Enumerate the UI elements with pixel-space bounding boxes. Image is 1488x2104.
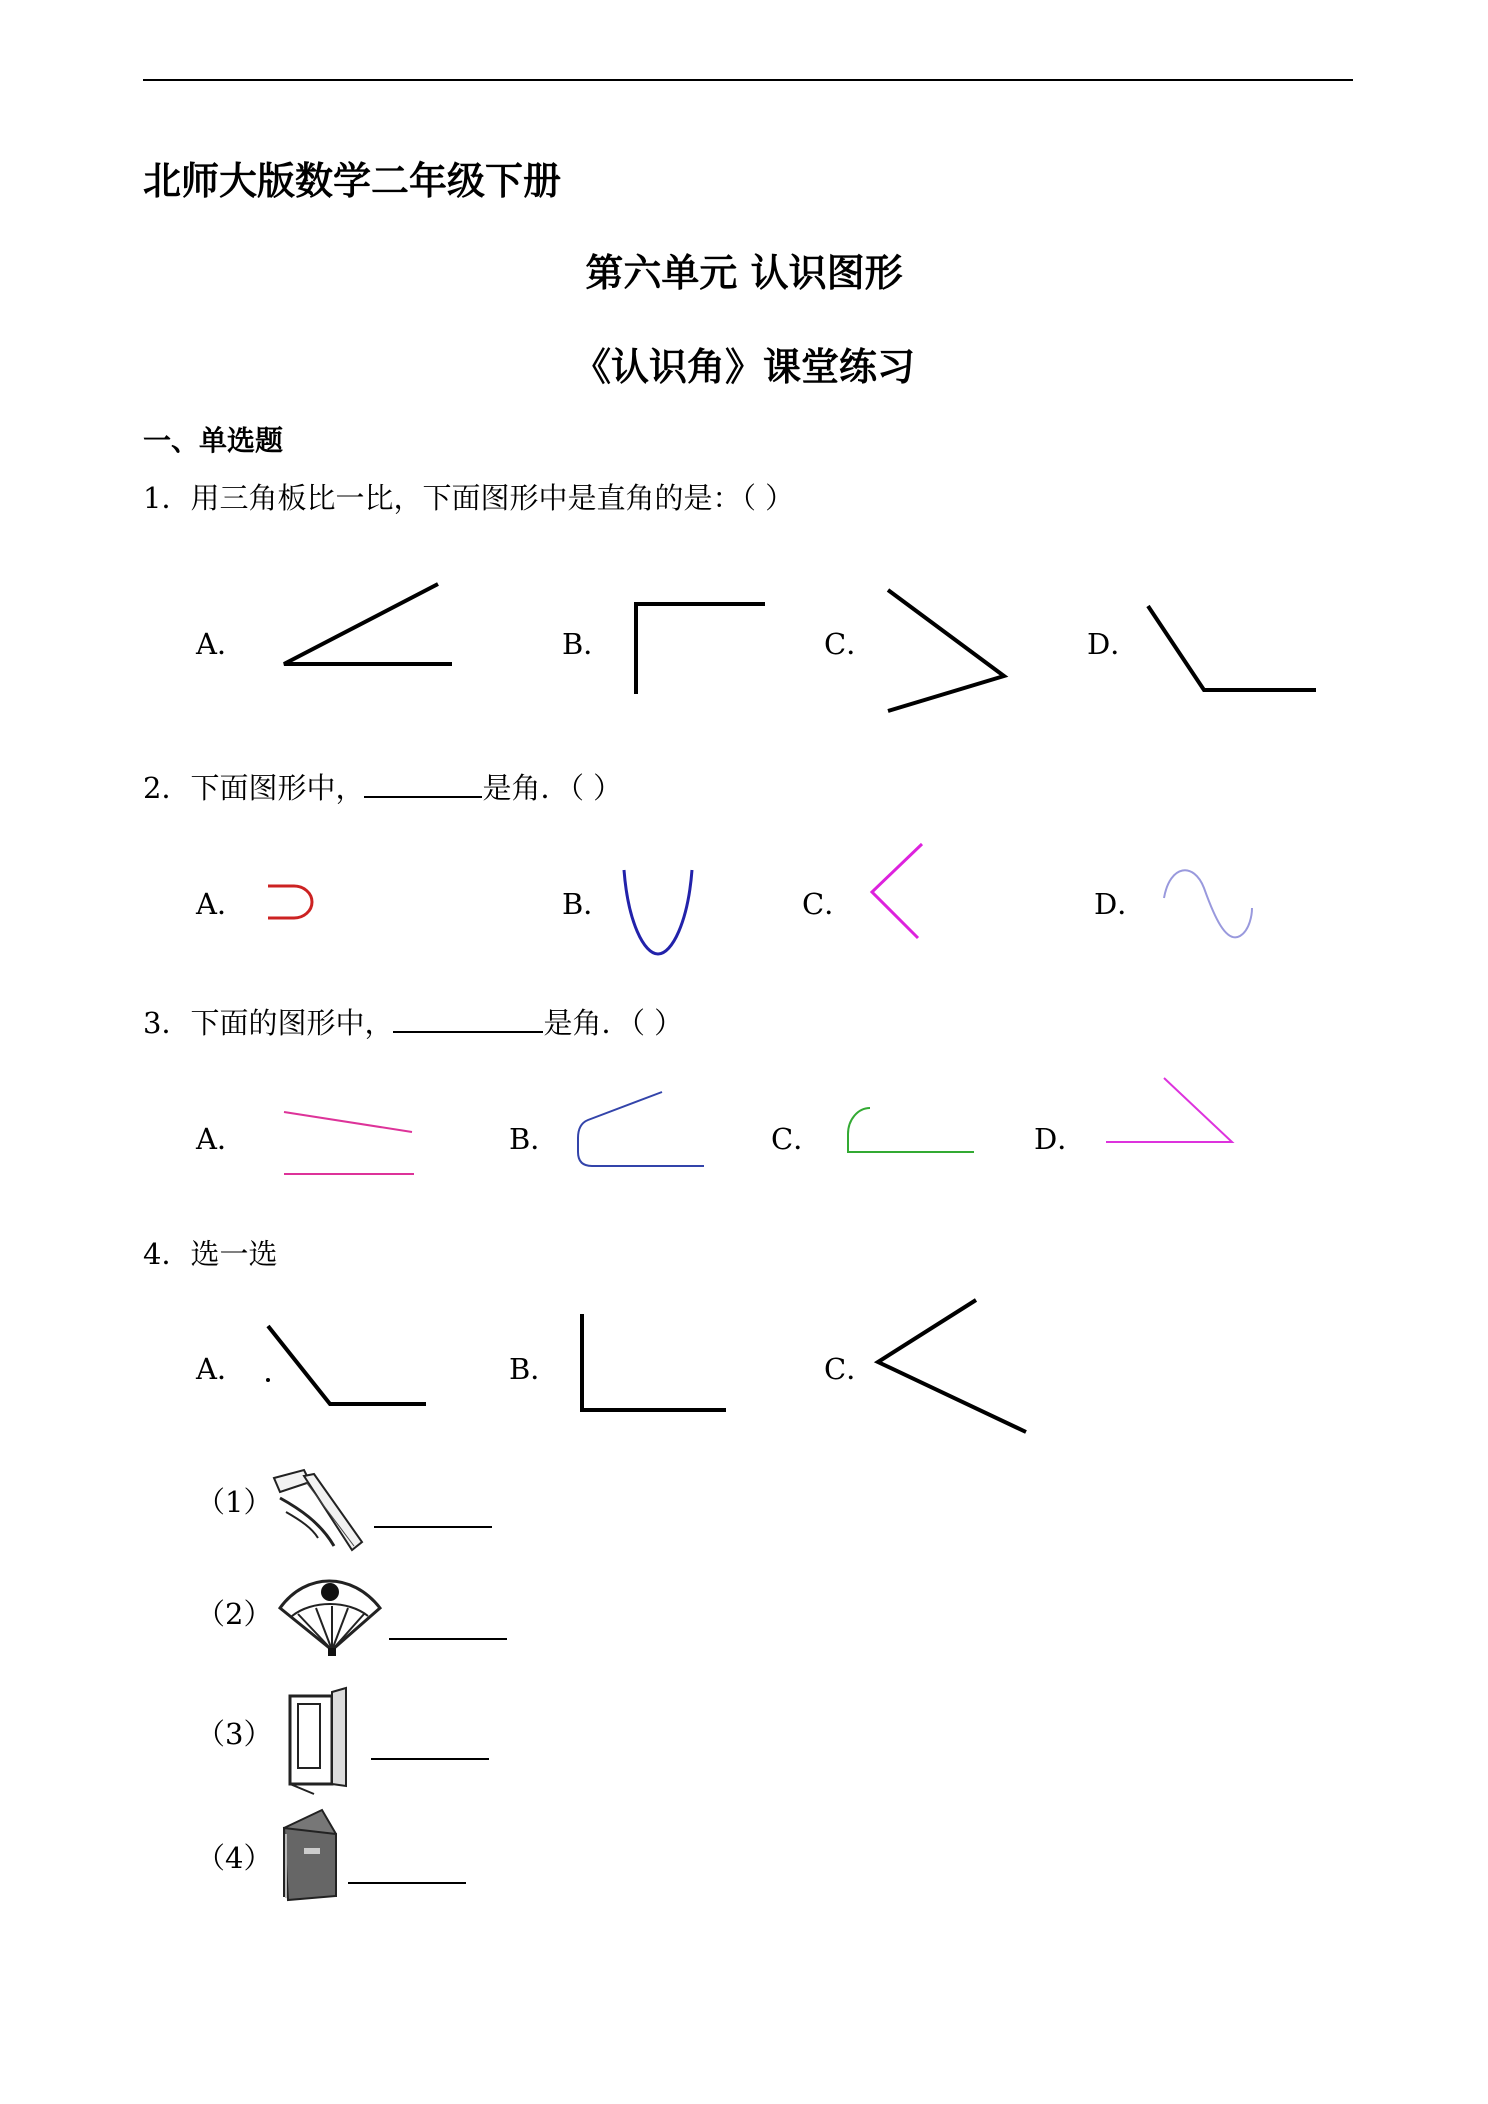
- q3-option-c-label[interactable]: C．: [771, 1122, 823, 1156]
- q3-two-segments-figure: [280, 1100, 420, 1190]
- q2-lilac-wave-figure: [1160, 858, 1260, 948]
- q4-option-a-label[interactable]: A．: [196, 1352, 246, 1386]
- q3-option-a-label[interactable]: A．: [196, 1122, 246, 1156]
- q2-pink-angle-figure: [862, 838, 942, 948]
- q3-stem-end: 是角．（ ）: [543, 1006, 684, 1040]
- q1-option-d-label[interactable]: D．: [1087, 627, 1140, 661]
- q3-pink-angle-figure: [1102, 1070, 1242, 1170]
- document-title: 北师大版数学二年级下册: [143, 159, 562, 203]
- q1-acute-angle-figure: [270, 570, 470, 680]
- q4-subitem-3-blank[interactable]: [371, 1732, 489, 1760]
- question-3-stem: [143, 1005, 683, 1038]
- question-1-stem: 1．用三角板比一比，下面图形中是直角的是：（ ）: [143, 481, 795, 515]
- q1-option-a-label[interactable]: A．: [196, 627, 246, 661]
- q3-option-b-label[interactable]: B．: [509, 1122, 560, 1156]
- header-rule: [143, 79, 1353, 81]
- q4-option-c-label[interactable]: C．: [824, 1352, 876, 1386]
- q4-subitem-2-label: （2）: [196, 1597, 273, 1631]
- q4-option-b-label[interactable]: B．: [509, 1352, 560, 1386]
- q4-right-angle-figure: [574, 1310, 734, 1420]
- open-book-icon: [280, 1804, 350, 1904]
- q4-subitem-1-blank[interactable]: [374, 1500, 492, 1528]
- q2-option-b-label[interactable]: B．: [562, 887, 613, 921]
- q2-stem-end: 是角．（ ）: [482, 771, 623, 805]
- q1-option-c-label[interactable]: C．: [824, 627, 876, 661]
- q2-option-d-label[interactable]: D．: [1094, 887, 1147, 921]
- open-door-icon: [284, 1686, 354, 1796]
- question-4-stem: 4．选一选: [143, 1237, 278, 1271]
- q2-red-curve-figure: [260, 872, 330, 932]
- q4-subitem-2-blank[interactable]: [389, 1612, 507, 1640]
- q4-subitem-1-label: （1）: [196, 1485, 273, 1519]
- lesson-title: 《认识角》课堂练习: [572, 345, 915, 389]
- q1-option-b-label[interactable]: B．: [562, 627, 613, 661]
- q3-rounded-corner-figure: [570, 1088, 720, 1178]
- section-heading: 一、单选题: [143, 424, 284, 457]
- q4-subitem-4-label: （4）: [196, 1841, 273, 1875]
- q4-subitem-4-blank[interactable]: [348, 1856, 466, 1884]
- q1-obtuse-angle-figure: [1134, 594, 1334, 704]
- q4-subitem-3-label: （3）: [196, 1717, 273, 1751]
- q3-arc-corner-figure: [840, 1100, 980, 1170]
- question-2-stem: [143, 770, 622, 803]
- q2-option-a-label[interactable]: A．: [196, 887, 246, 921]
- unit-title: 第六单元 认识图形: [585, 251, 903, 295]
- q1-obtuse-chevron-figure: [870, 578, 1020, 728]
- q2-answer-blank[interactable]: [364, 770, 482, 798]
- q2-stem-start: 2．下面图形中，: [143, 771, 365, 805]
- q3-option-d-label[interactable]: D．: [1034, 1122, 1087, 1156]
- q3-answer-blank[interactable]: [393, 1005, 543, 1033]
- folding-fan-icon: [276, 1578, 386, 1658]
- q2-option-c-label[interactable]: C．: [802, 887, 854, 921]
- q3-stem-start: 3．下面的图形中，: [143, 1006, 394, 1040]
- folding-ruler-icon: [270, 1466, 370, 1556]
- q4-obtuse-angle-figure: [260, 1318, 440, 1418]
- q4-acute-angle-figure: [870, 1296, 1040, 1446]
- q2-blue-u-curve-figure: [618, 862, 698, 962]
- q1-right-angle-figure: [620, 590, 770, 700]
